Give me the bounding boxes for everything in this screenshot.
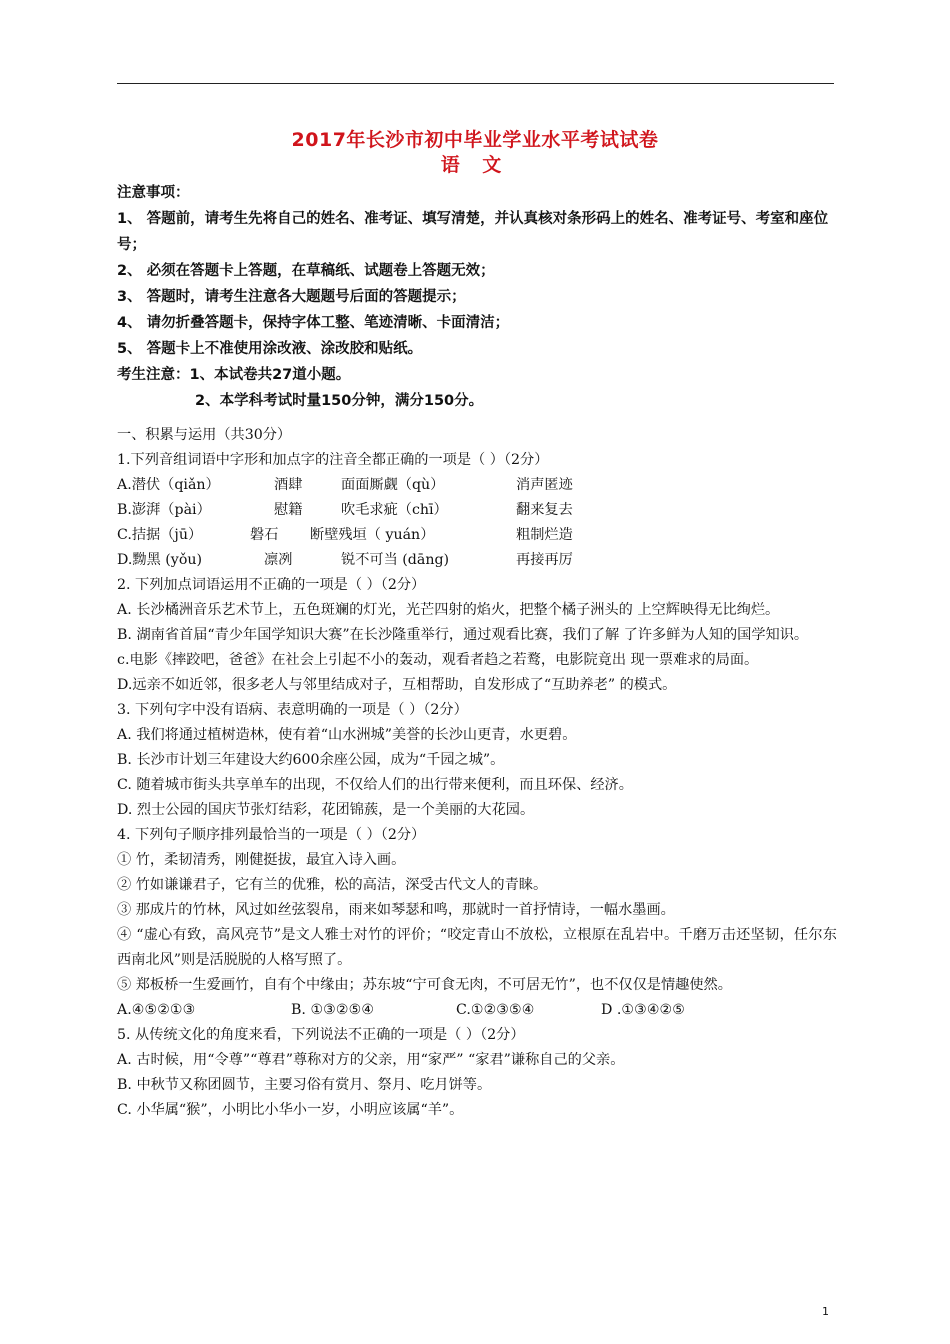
option-text: 面面厮觑（qù） [341,477,445,493]
instruction-item: 1、 答题前，请考生先将自己的姓名、准考证、填写清楚，并认真核对条形码上的姓名、准考证号、考室和座位号； [117,211,829,253]
question-option: c.电影《摔跤吧，爸爸》在社会上引起不小的轰动，观看者趋之若鹜，电影院竟出 现一票难求的局面。 [117,652,759,668]
sentence-item: ③ 那成片的竹林，风过如丝弦裂帛，雨来如琴瑟和鸣，那就时一首抒情诗，一幅水墨画。 [117,902,675,918]
option-text: 锐不可当 (dāng) [341,552,450,568]
option-text: C.①②③⑤④ [456,1002,535,1018]
question-stem: 1.下列音组词语中字形和加点字的注音全都正确的一项是（ ）（2分） [117,452,549,468]
exam-note: 2、本学科考试时量150分钟，满分150分。 [195,393,484,409]
sentence-item: ⑤ 郑板桥一生爱画竹，自有个中缘由；苏东坡“宁可食无肉，不可居无竹”，也不仅仅是情趣使然。 [117,977,732,993]
sentence-item: ① 竹，柔韧清秀，刚健挺拔，最宜入诗入画。 [117,852,406,868]
option-text: 磐石 [250,527,279,543]
header-rule [117,83,834,84]
option-text: 酒肆 [274,477,303,493]
question-option: D.远亲不如近邻，很多老人与邻里结成对子，互相帮助，自发形成了“互助养老” 的模式。 [117,677,677,693]
option-text: D .①③④②⑤ [601,1002,685,1018]
option-text: B. ①③②⑤④ [291,1002,375,1018]
question-option: C. 小华属“猴”，小明比小华小一岁，小明应该属“羊”。 [117,1102,464,1118]
section-heading: 一、积累与运用（共30分） [117,427,292,443]
instruction-item: 2、 必须在答题卡上答题，在草稿纸、试题卷上答题无效； [117,263,495,279]
question-stem: 4. 下列句子顺序排列最恰当的一项是（ ）（2分） [117,827,426,843]
sentence-item: ④ “虚心有致，高风亮节”是文人雅士对竹的评价；“咬定青山不放松，立根原在乱岩中。千磨万击还坚韧，任尔东西南北风”则是活脱脱的人格写照了。 [117,927,837,968]
instruction-item: 4、 请勿折叠答题卡，保持字体工整、笔迹清晰、卡面清洁； [117,315,510,331]
instruction-item: 5、 答题卡上不准使用涂改液、涂改胶和贴纸。 [117,341,423,357]
question-option [117,548,837,573]
exam-body [117,423,837,1123]
option-text: 断壁残垣（ yuán） [310,527,435,543]
question-option [117,473,837,498]
sentence-item: ② 竹如谦谦君子，它有兰的优雅，松的高洁，深受古代文人的青睐。 [117,877,548,893]
question-option: A. 我们将通过植树造林，使有着“山水洲城”美誉的长沙山更青，水更碧。 [117,727,577,743]
option-text: 吹毛求疵（chī） [341,502,448,518]
option-text: 翻来复去 [516,502,573,518]
instructions-heading: 注意事项： [117,185,190,201]
instructions [117,180,837,414]
question-stem: 3. 下列句字中没有语病、表意明确的一项是（ ）（2分） [117,702,468,718]
question-option: A. 长沙橘洲音乐艺术节上，五色斑斓的灯光，光芒四射的焰火，把整个橘子洲头的 上空辉映得无比绚烂。 [117,602,780,618]
instruction-item: 3、 答题时，请考生注意各大题题号后面的答题提示； [117,289,466,305]
question-option: B. 中秋节又称团圆节，主要习俗有赏月、祭月、吃月饼等。 [117,1077,492,1093]
question-option: B. 长沙市计划三年建设大约600余座公园，成为“千园之城”。 [117,752,505,768]
question-option [117,523,837,548]
exam-title: 2017年长沙市初中毕业学业水平考试试卷 [291,129,659,151]
question-option: D. 烈士公园的国庆节张灯结彩，花团锦蔟，是一个美丽的大花园。 [117,802,535,818]
option-text: A.④⑤②①③ [117,1002,196,1018]
question-option [117,998,837,1023]
option-text: 消声匿迹 [516,477,573,493]
question-option: C. 随着城市街头共享单车的出现，不仅给人们的出行带来便利，而且环保、经济。 [117,777,633,793]
option-text: 再接再厉 [516,552,573,568]
question-option: B. 湖南省首届“青少年国学知识大赛”在长沙隆重举行，通过观看比赛，我们了解 了许多鲜为人知的国学知识。 [117,627,809,643]
option-text: 慰籍 [274,502,303,518]
option-text: D.黝黑 (yǒu) [117,552,203,568]
question-stem: 5. 从传统文化的角度来看，下列说法不正确的一项是（ ）（2分） [117,1027,525,1043]
question-option: A. 古时候，用“令尊”“尊君”尊称对方的父亲，用“家严” “家君”谦称自己的父亲。 [117,1052,625,1068]
exam-note: 考生注意：1、本试卷共27道小题。 [117,367,351,383]
page-number: 1 [822,1305,829,1318]
subject-title: 语 文 [440,154,510,176]
option-text: B.澎湃（pài） [117,502,211,518]
question-option [117,498,837,523]
option-text: A.潜伏（qiǎn） [117,477,220,493]
question-stem: 2. 下列加点词语运用不正确的一项是（ ）（2分） [117,577,426,593]
option-text: 粗制烂造 [516,527,573,543]
option-text: C.拮据（jū） [117,527,203,543]
option-text: 凛冽 [264,552,293,568]
